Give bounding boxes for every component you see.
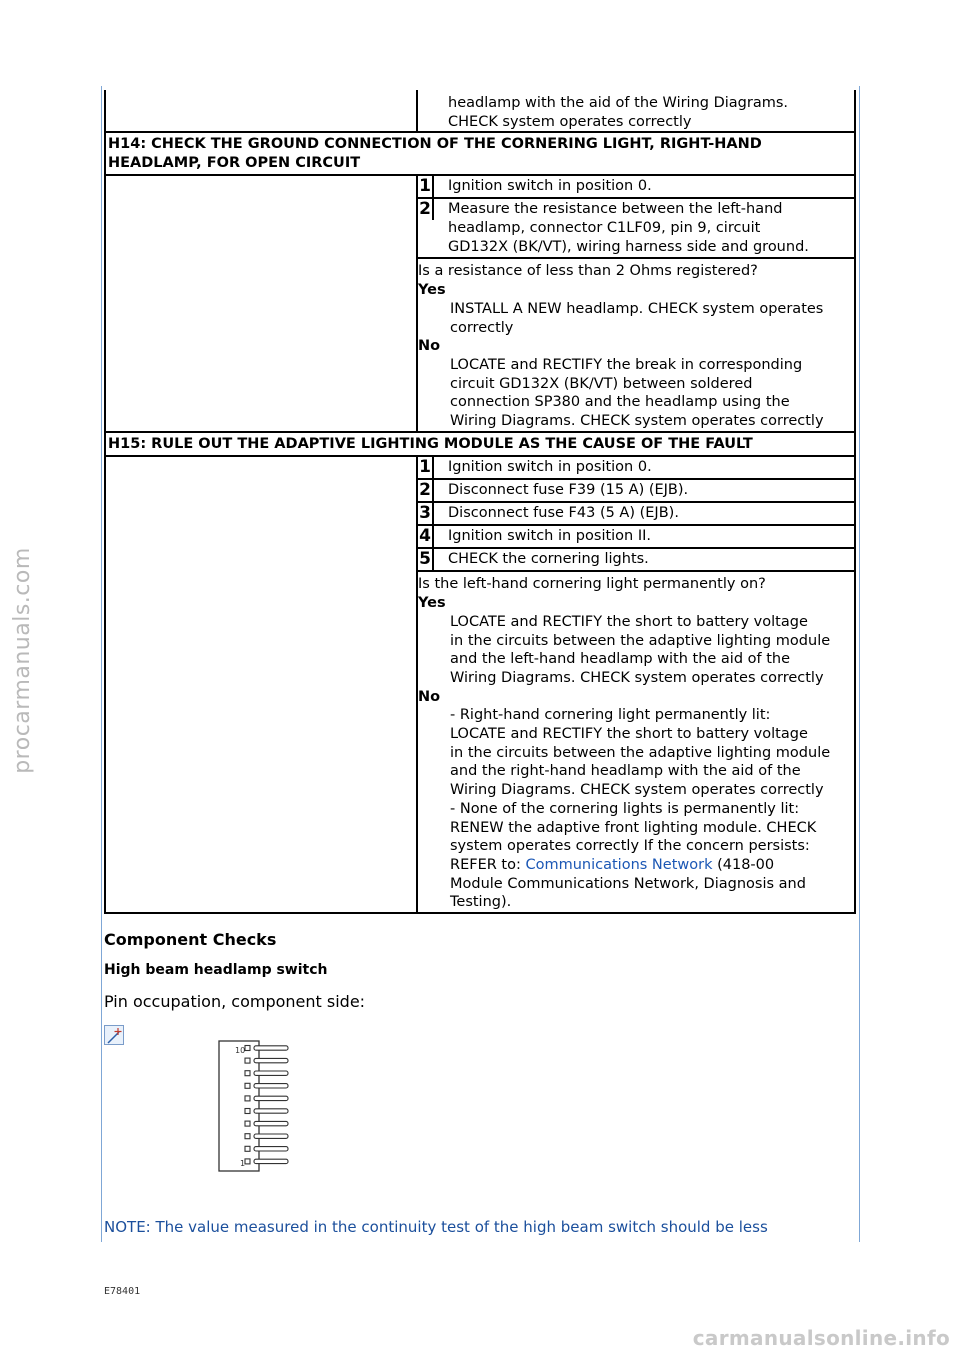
question-text: Is a resistance of less than 2 Ohms registered?: [418, 263, 758, 280]
step-number: 5: [418, 549, 434, 570]
pin-label-bottom: 1: [240, 1159, 246, 1168]
pin-occupation-text: Pin occupation, component side:: [104, 992, 366, 1012]
h15-heading-row: [105, 432, 855, 457]
pin-terminal: [254, 1084, 288, 1088]
pin-socket: [245, 1071, 250, 1076]
step-number: 4: [418, 526, 434, 547]
pin-socket: [245, 1096, 250, 1101]
pin-terminal: [254, 1121, 288, 1125]
figure-code: E78401: [104, 1286, 141, 1297]
h15-step-row: [105, 456, 855, 479]
subsection-title: High beam headlamp switch: [104, 962, 328, 979]
h14-heading-row: [105, 132, 855, 175]
step-number: 2: [418, 480, 434, 501]
yes-label: Yes: [418, 282, 446, 299]
note-text: NOTE: The value measured in the continuity test of the high beam switch should be less: [104, 1218, 768, 1236]
diagnostic-table: [104, 90, 856, 914]
section-title: Component Checks: [104, 930, 277, 950]
question-text: Is the left-hand cornering light permanently on?: [418, 576, 766, 593]
pin-terminal: [254, 1046, 288, 1050]
manual-page-content: [104, 90, 857, 1297]
yes-label: Yes: [418, 595, 446, 612]
h14-step-1: 1 Ignition switch in position 0.: [417, 175, 855, 198]
h14-title: H14: CHECK THE GROUND CONNECTION OF THE CORNERING LIGHT, RIGHT-HAND HEADLAMP, FOR OPEN CIRCUIT: [105, 132, 855, 175]
connector-pin-diagram: [104, 1038, 404, 1208]
h15-step-4: 4 Ignition switch in position II.: [417, 525, 855, 548]
step-number: 3: [418, 503, 434, 524]
h15-step-2: 2 Disconnect fuse F39 (15 A) (EJB).: [417, 479, 855, 502]
h15-step-5: 5 CHECK the cornering lights.: [417, 548, 855, 571]
pin-terminal: [254, 1071, 288, 1075]
pin-terminal: [254, 1058, 288, 1062]
h15-step-1: 1 Ignition switch in position 0.: [417, 456, 855, 479]
pin-socket: [245, 1058, 250, 1063]
page-rule-left: [101, 86, 102, 1242]
h15-title: H15: RULE OUT THE ADAPTIVE LIGHTING MODULE AS THE CAUSE OF THE FAULT: [105, 432, 855, 457]
page-rule-right: [859, 86, 860, 1242]
side-watermark: procarmanuals.com: [9, 546, 35, 774]
pin-socket: [245, 1109, 250, 1114]
h15-step-3: 3 Disconnect fuse F43 (5 A) (EJB).: [417, 502, 855, 525]
pin-terminal: [254, 1096, 288, 1100]
pin-socket: [245, 1121, 250, 1126]
pin-label-top: 10: [235, 1046, 246, 1055]
no-label: No: [418, 338, 441, 355]
pin-socket: [245, 1134, 250, 1139]
h14-step-2: 2 Measure the resistance between the left-hand headlamp, connector C1LF09, pin 9, circuit GD132X (BK/VT), wiring harness side and ground.: [417, 198, 855, 258]
pin-terminal: [254, 1109, 288, 1113]
h15-question-answers: Is the left-hand cornering light permanently on? Yes LOCATE and RECTIFY the short to battery voltage in the circuits between the adaptive lighting module and the left-hand headlamp with the aid of the Wiring Diagrams. CHECK system operates correctly No - Right-hand cornering light permanently lit: LOCATE and RECTIFY the short to battery voltage in the circuits between the adaptive lighting module and the right-hand headlamp with the aid of the Wiring Diagrams. CHECK system operates correctly - None of the cornering lights is permanently lit: RENEW the adaptive front lighting module. CHECK system operates correctly If the concern persists: REFER to: Communications Network (418-00 Module Communications Network, Diagnosis and Testing).: [417, 571, 855, 913]
pin-terminal: [254, 1159, 288, 1163]
bottom-watermark: carmanualsonline.info: [692, 1326, 950, 1350]
step-number: 1: [418, 176, 434, 197]
pin-socket: [245, 1046, 250, 1051]
no-label: No: [418, 688, 441, 705]
step-number: 2: [418, 199, 434, 220]
continuation-text: headlamp with the aid of the Wiring Diagrams. CHECK system operates correctly: [417, 90, 855, 132]
continuation-row: [105, 90, 855, 132]
communications-network-link[interactable]: Communications Network: [525, 856, 713, 873]
h14-question-answers: Is a resistance of less than 2 Ohms registered? Yes INSTALL A NEW headlamp. CHECK system operates correctly No LOCATE and RECTIFY the break in corresponding circuit GD132X (BK/VT) between soldered connection SP380 and the headlamp using the Wiring Diagrams. CHECK system operates correctly: [417, 258, 855, 431]
pin-terminal: [254, 1134, 288, 1138]
h14-step-row: [105, 175, 855, 198]
step-number: 1: [418, 457, 434, 478]
pin-socket: [245, 1146, 250, 1151]
pin-socket: [245, 1159, 250, 1164]
pin-terminal: [254, 1147, 288, 1151]
pin-socket: [245, 1083, 250, 1088]
